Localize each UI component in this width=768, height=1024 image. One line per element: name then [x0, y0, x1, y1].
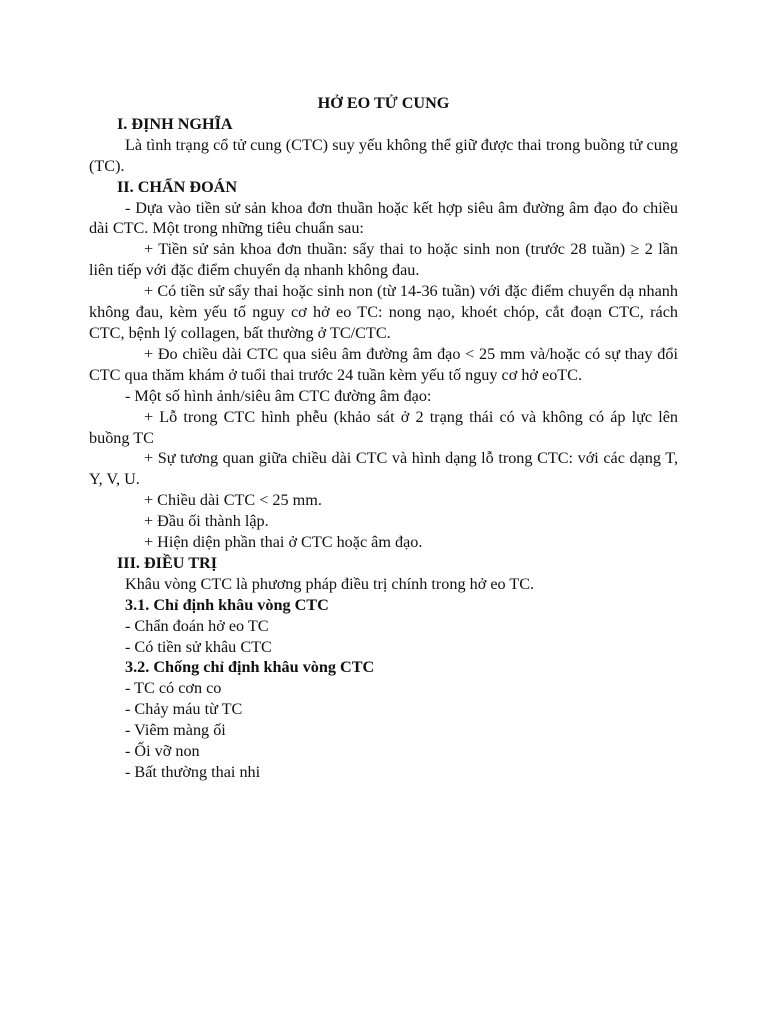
contraindication-item: - TC có cơn co	[125, 679, 222, 698]
contraindication-item: - Bất thường thai nhi	[125, 763, 261, 781]
imaging-item: + Sự tương quan giữa chiều dài CTC và hình dạng lỗ trong CTC: với các dạng T, Y, V, U.	[89, 449, 678, 489]
section-heading-definition: I. ĐỊNH NGHĨA	[117, 114, 233, 133]
document-page	[89, 93, 678, 783]
subheading-indications: 3.1. Chỉ định khâu vòng CTC	[125, 595, 329, 614]
contraindication-item: - Ối vỡ non	[125, 742, 200, 761]
definition-paragraph: Là tình trạng cổ tử cung (CTC) suy yếu không thể giữ được thai trong buồng tử cung (TC).	[89, 135, 678, 175]
document-title: HỞ EO TỬ CUNG	[317, 94, 450, 112]
imaging-item: + Lỗ trong CTC hình phễu (khảo sát ở 2 trạng thái có và không có áp lực lên buồng TC	[89, 407, 678, 447]
imaging-item: + Đầu ối thành lập.	[144, 512, 269, 531]
diagnosis-intro: - Dựa vào tiền sử sản khoa đơn thuần hoặc kết hợp siêu âm đường âm đạo đo chiều dài CTC. Một trong những tiêu chuẩn sau:	[89, 198, 678, 238]
imaging-item: + Hiện diện phần thai ở CTC hoặc âm đạo.	[144, 533, 423, 552]
diagnosis-criterion: + Tiền sử sản khoa đơn thuần: sẩy thai to hoặc sinh non (trước 28 tuần) ≥ 2 lần liên tiếp với đặc điểm chuyển dạ nhanh không đau.	[89, 240, 678, 280]
diagnosis-criterion: + Đo chiều dài CTC qua siêu âm đường âm đạo < 25 mm và/hoặc có sự thay đổi CTC qua thăm khám ở tuổi thai trước 24 tuần kèm yếu tố nguy cơ hở eoTC.	[89, 344, 678, 384]
indication-item: - Chẩn đoán hở eo TC	[125, 616, 269, 635]
imaging-item: + Chiều dài CTC < 25 mm.	[144, 491, 322, 510]
diagnosis-criterion: + Có tiền sử sẩy thai hoặc sinh non (từ 14-36 tuần) với đặc điểm chuyển dạ nhanh không đau, kèm yếu tố nguy cơ hở eo TC: nong nạo, khoét chóp, cắt đoạn CTC, rách CTC, bệnh lý collagen, bất thường ở TC/CTC.	[89, 282, 678, 342]
treatment-paragraph: Khâu vòng CTC là phương pháp điều trị chính trong hở eo TC.	[125, 574, 535, 593]
section-heading-treatment: III. ĐIỀU TRỊ	[117, 553, 218, 572]
contraindication-item: - Chảy máu từ TC	[125, 700, 243, 719]
indication-item: - Có tiền sử khâu CTC	[125, 637, 272, 656]
section-heading-diagnosis: II. CHẨN ĐOÁN	[117, 177, 238, 196]
contraindication-item: - Viêm màng ối	[125, 721, 226, 740]
subheading-contraindications: 3.2. Chống chỉ định khâu vòng CTC	[125, 658, 375, 677]
imaging-intro: - Một số hình ảnh/siêu âm CTC đường âm đạo:	[125, 386, 432, 405]
